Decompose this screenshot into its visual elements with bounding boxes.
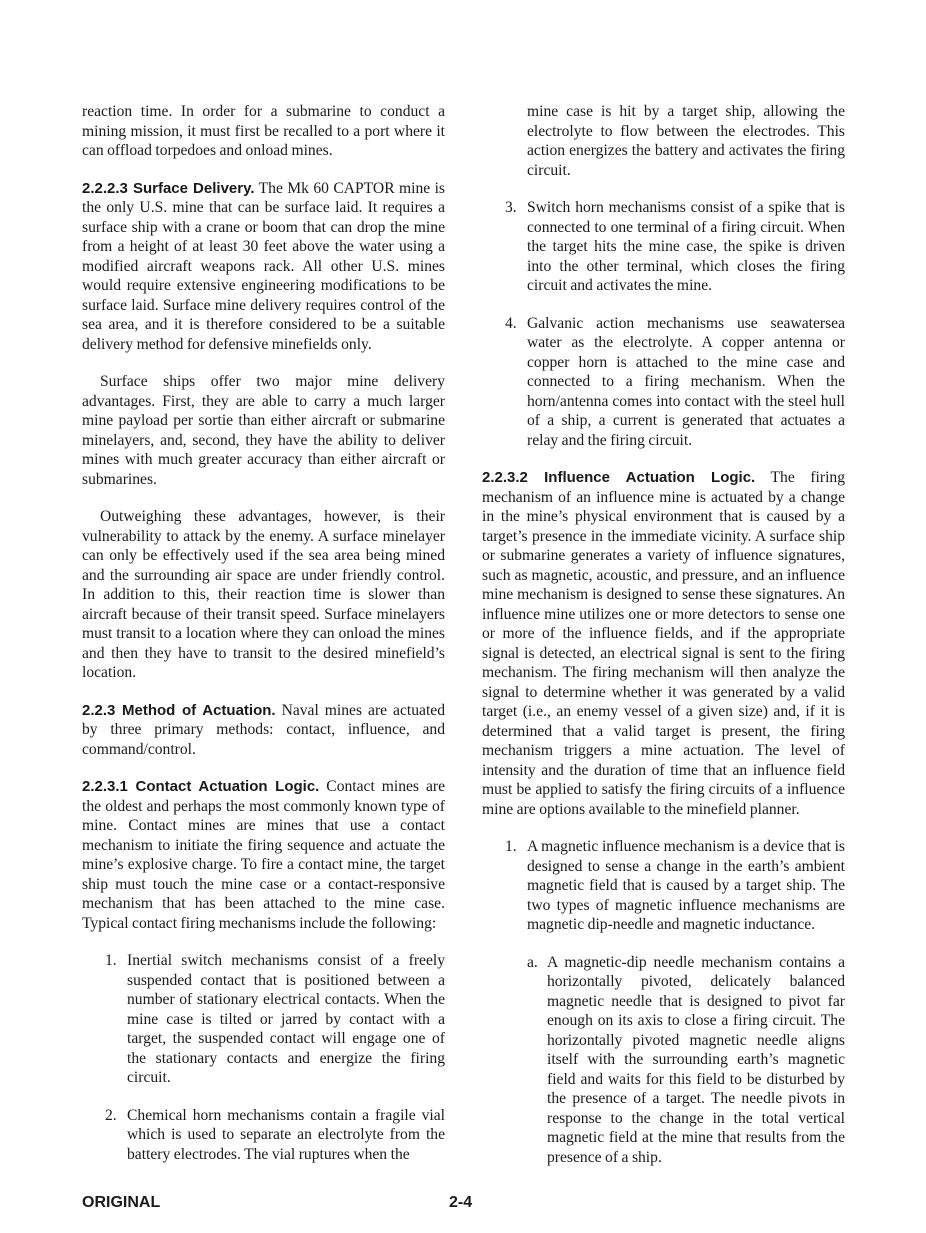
paragraph-surface-ships: Surface ships offer two major mine delivery advantages. First, they are able to carry a much larger mine payload per sortie than either aircraft or submarine minelayers, and, second, they have the ability to deliver mines with much greater accuracy than either aircraft or submarines.	[82, 373, 445, 488]
list-text: Switch horn mechanisms consist of a spike that is connected to one terminal of a firing circuit. When the target hits the mine case, the spike is driven into the other terminal, which closes the firing circuit and activates the mine.	[527, 199, 845, 294]
list-number: 1.	[505, 838, 517, 855]
list-text: Inertial switch mechanisms consist of a freely suspended contact that is positioned between a number of stationary electrical contacts. When the mine case is tilted or jarred by contact with a target, the suspended contact will engage one of the stationary contacts and energize the firing circuit.	[127, 952, 445, 1086]
list-number: 4.	[505, 314, 517, 332]
right-column	[482, 102, 845, 1185]
list-text: A magnetic influence mechanism is a device that is designed to sense a change in the earth’s ambient magnetic field that is caused by a target ship. The two types of magnetic influence mechanisms are magnetic dip-needle and magnetic inductance.	[527, 838, 845, 933]
section-heading: 2.2.2.3 Surface Delivery.	[82, 179, 255, 197]
list-number: 2.	[105, 1106, 117, 1124]
footer-original: ORIGINAL	[82, 1194, 161, 1211]
list-item	[505, 837, 845, 935]
section-text: The Mk 60 CAPTOR mine is the only U.S. mine that can be surface laid. It requires a surface ship with a crane or boom that can drop the mine from a height of at least 30 feet above the water using a modified aircraft weapons rack. All other U.S. mines would require extensive engineering modifications to be surface laid. Surface mine delivery requires control of the sea area, and it is therefore considered to be a suitable delivery method for defensive minefields only.	[82, 179, 445, 353]
section-2-2-2-3	[82, 179, 445, 355]
list-text: Galvanic action mechanisms use seawatersea water as the electrolyte. A copper antenna or copper horn is attached to the mine case and connected to a firing mechanism. When the horn/antenna comes into contact with the steel hull of a ship, a current is generated that actuates a relay and the firing circuit.	[527, 314, 845, 449]
section-heading: 2.2.3.2 Influence Actuation Logic.	[482, 469, 756, 486]
list-continuation: mine case is hit by a target ship, allowing the electrolyte to flow between the electrodes. This action energizes the battery and activates the firing circuit.	[527, 103, 845, 179]
section-text: Naval mines are actuated by three primary methods: contact, influence, and command/control.	[82, 701, 445, 758]
section-2-2-3-2	[482, 468, 845, 819]
list-item	[105, 951, 445, 1088]
list-item	[505, 198, 845, 296]
section-text: Contact mines are the oldest and perhaps the most commonly known type of mine. Contact mines are mines that use a contact mechanism to initiate the firing sequence and actuate the mine’s explosive charge. To fire a contact mine, the target ship must touch the mine case or a contact-responsive mechanism that has been attached to the mine case. Typical contact firing mechanisms include the following:	[82, 778, 445, 932]
section-2-2-3-1	[82, 777, 445, 933]
page-number: 2-4	[449, 1194, 473, 1211]
paragraph-outweighing: Outweighing these advantages, however, is their vulnerability to attack by the enemy. A surface minelayer can only be effectively used if the sea area being mined and the surrounding air space are under friendly control. In addition to this, their reaction time is slower than aircraft because of their transit speed. Surface minelayers must transit to a location where they can onload the mines and then they have to transit to the desired minefield’s location.	[82, 508, 445, 681]
list-text: A magnetic-dip needle mechanism contains a horizontally pivoted, delicately balanced magnetic needle that is designed to pivot far enough on its axis to close a firing circuit. The horizontally pivoted magnetic needle aligns itself with the surrounding earth’s magnetic field and waits for this field to be disturbed by the presence of a target. The needle pivots in response to the change in the total vertical magnetic field at the mine that results from the presence of a ship.	[547, 953, 845, 1166]
list-item	[105, 1106, 445, 1165]
list-number: 1.	[105, 952, 117, 969]
list-number: 3.	[505, 199, 517, 216]
page-footer	[82, 1193, 845, 1233]
two-column-body	[82, 102, 845, 1185]
section-heading: 2.2.3.1 Contact Actuation Logic.	[82, 778, 320, 795]
sub-list-item	[527, 953, 845, 1168]
section-text: The firing mechanism of an influence mine is actuated by a change in the mine’s physical environment that is caused by a target’s presence in the immediate vicinity. A surface ship or submarine generates a variety of influence signatures, such as magnetic, acoustic, and pressure, and an influence mine mechanism is designed to sense these signatures. An influence mine utilizes one or more detectors to sense one or more of the influence fields, and if the appropriate signal is detected, an electrical signal is sent to the firing mechanism. The firing mechanism will then analyze the signal to determine whether it was generated by a valid target (i.e., an enemy vessel of a given size) and, if it is determined that a valid target is present, the firing mechanism triggers a mine actuation. The level of intensity and the duration of time that an influence field must be applied to satisfy the firing circuits of a influence mine are options available to the minefield planner.	[482, 469, 845, 818]
list-text: Chemical horn mechanisms contain a fragile vial which is used to separate an electrolyte from the battery electrodes. The vial ruptures when the	[127, 1106, 445, 1163]
paragraph-reaction-time: reaction time. In order for a submarine to conduct a mining mission, it must first be recalled to a port where it can offload torpedoes and onload mines.	[82, 103, 445, 159]
list-item	[505, 314, 845, 451]
section-2-2-3	[82, 701, 445, 760]
list-letter: a.	[527, 953, 538, 971]
section-heading: 2.2.3 Method of Actuation.	[82, 701, 276, 719]
left-column	[82, 102, 445, 1182]
